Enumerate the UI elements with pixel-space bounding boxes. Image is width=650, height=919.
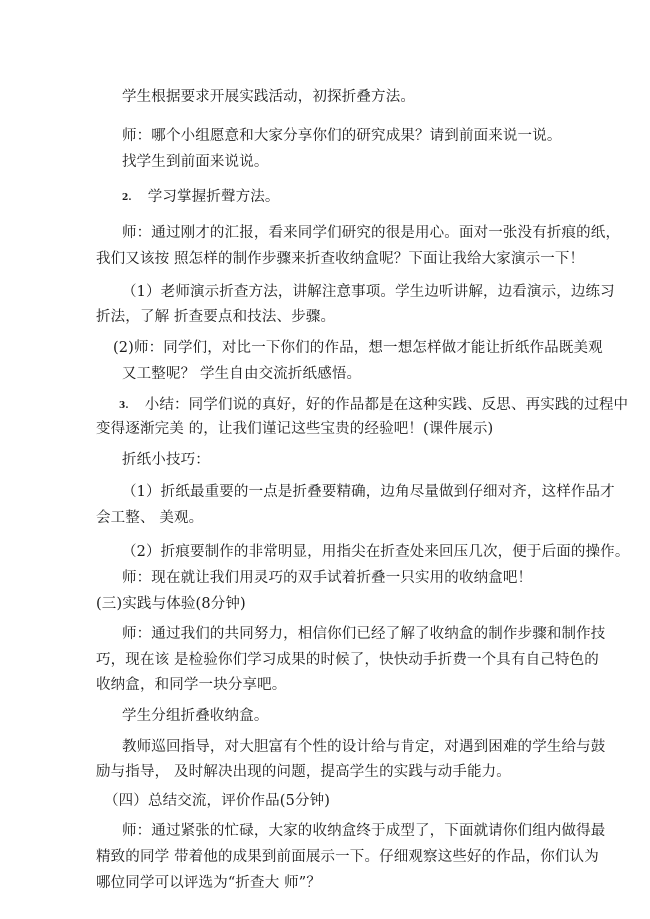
- text-line: 我们又该按 照怎样的制作步骤来折查收纳盒呢？下面让我给大家演示一下！: [96, 251, 585, 267]
- text-line: 师：通过刚才的汇报，看来同学们研究的很是用心。面对一张没有折痕的纸，: [122, 225, 621, 241]
- text-line: 教师巡回指导，对大胆富有个性的设计给与肯定，对遇到困难的学生给与鼓: [122, 739, 606, 755]
- numbered-line: [122, 188, 280, 208]
- text-line: 又工整呢？ 学生自由交流折纸感悟。: [122, 366, 362, 382]
- text-line: （1）老师演示折查方法，讲解注意事项。学生边听讲解，边看演示，边练习: [122, 284, 615, 300]
- item-number: 2.: [122, 193, 132, 203]
- numbered-line: [119, 396, 628, 416]
- text-line: （1）折纸最重要的一点是折叠要精确，边角尽量做到仔细对齐，这样作品才: [122, 484, 615, 500]
- text-line: 巧，现在该 是检验你们学习成果的时候了，快快动手折费一个具有自己特色的: [96, 652, 599, 668]
- section-heading: （四）总结交流，评价作品(5分钟): [104, 793, 331, 809]
- text-line: 哪位同学可以评选为“折查大 师”？: [96, 875, 321, 891]
- text-line: 收纳盒，和同学一块分享吧。: [96, 677, 287, 693]
- text-line: 师：现在就让我们用灵巧的双手试着折叠一只实用的收纳盒吧！: [122, 570, 533, 586]
- text-line: 师：通过我们的共同努力，相信你们已经了解了收纳盒的制作步骤和制作技: [122, 626, 606, 642]
- text-line: 师：通过紧张的忙碌，大家的收纳盒终于成型了，下面就请你们组内做得最: [122, 823, 606, 839]
- text-line: 找学生到前面来说说。: [122, 154, 269, 170]
- text-line: 学习掌握折聲方法。: [147, 189, 280, 205]
- text-line: 学生根据要求开展实践活动，初探折叠方法。: [122, 89, 415, 105]
- text-line: 小结：同学们说的真好，好的作品都是在这种实践、反思、再实践的过程中: [144, 397, 629, 413]
- text-line: （2）折痕要制作的非常明显，用指尖在折查处来回压几次，便于后面的操作。: [122, 544, 630, 560]
- text-line: 折纸小技巧：: [122, 452, 210, 468]
- text-line: 折法，了解 折查要点和技法、步骤。: [96, 309, 336, 325]
- text-line: 会工整、 美观。: [96, 510, 204, 526]
- text-line: 学生分组折叠收纳盒。: [122, 708, 269, 724]
- text-line: (2)师：同学们，对比一下你们的作品，想一想怎样做才能让折纸作品既美观: [113, 340, 603, 356]
- text-line: 精致的同学 带着他的成果到前面展示一下。仔细观察这些好的作品，你们认为: [96, 849, 599, 865]
- section-heading: (三)实践与体验(8分钟): [96, 596, 246, 612]
- text-line: 师：哪个小组愿意和大家分享你们的研究成果？请到前面来说一说。: [122, 128, 562, 144]
- text-line: 励与指导， 及时解决出现的问题，提高学生的实践与动手能力。: [96, 764, 511, 780]
- text-line: 变得逐渐完美 的，让我们谨记这些宝贵的经验吧！(课件展示): [96, 421, 494, 437]
- item-number: 3.: [119, 401, 129, 411]
